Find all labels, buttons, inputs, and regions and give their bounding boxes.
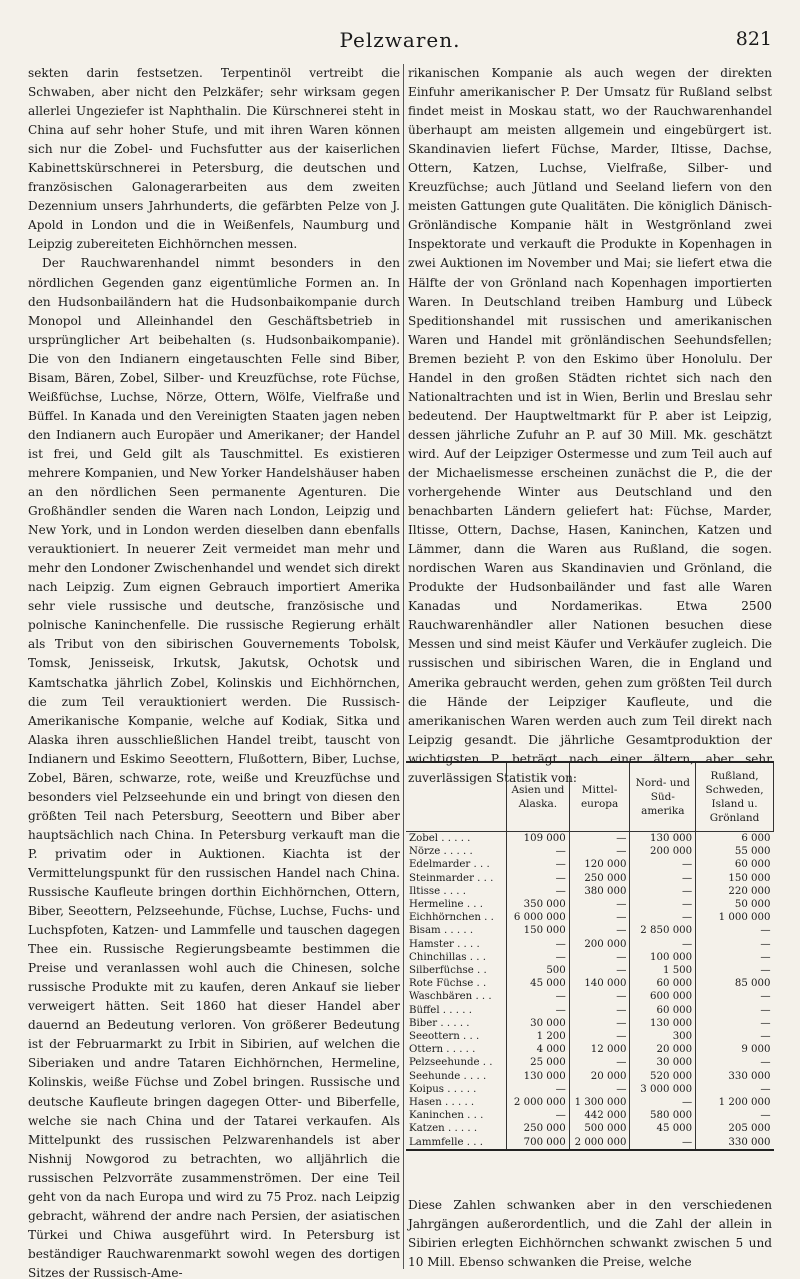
value-cell: — [507, 990, 570, 1003]
page-number: 821 [735, 28, 772, 50]
value-cell: — [696, 1083, 774, 1096]
value-cell: — [507, 1083, 570, 1096]
value-cell: 100 000 [630, 951, 696, 964]
value-cell: 220 000 [696, 885, 774, 898]
table-row [406, 990, 774, 1003]
table-row [406, 898, 774, 911]
value-cell: — [507, 938, 570, 951]
value-cell: — [696, 951, 774, 964]
value-cell: 60 000 [696, 858, 774, 871]
value-cell: 1 500 [630, 964, 696, 977]
value-cell: 50 000 [696, 898, 774, 911]
value-cell: — [569, 1083, 630, 1096]
value-cell: 520 000 [630, 1070, 696, 1083]
value-cell: — [696, 1056, 774, 1069]
value-cell: — [630, 858, 696, 871]
table-row [406, 911, 774, 924]
left-column [28, 64, 400, 1279]
table-row [406, 1004, 774, 1017]
value-cell: 380 000 [569, 885, 630, 898]
value-cell: — [569, 845, 630, 858]
value-cell: 20 000 [630, 1043, 696, 1056]
value-cell: — [630, 938, 696, 951]
table-row [406, 964, 774, 977]
fur-type-cell: Edelmarder . . . [409, 859, 490, 871]
value-cell: 85 000 [696, 977, 774, 990]
value-cell: — [507, 845, 570, 858]
value-cell: 25 000 [507, 1056, 570, 1069]
value-cell: 120 000 [569, 858, 630, 871]
fur-type-cell: Hermeline . . . [409, 899, 484, 911]
value-cell: — [507, 1109, 570, 1122]
fur-type-cell: Steinmarder . . . [409, 872, 494, 884]
value-cell: 3 000 000 [630, 1083, 696, 1096]
value-cell: 330 000 [696, 1136, 774, 1150]
value-cell: 1 300 000 [569, 1096, 630, 1109]
value-cell: 6 000 [696, 832, 774, 846]
table-row [406, 845, 774, 858]
fur-type-cell: Pelzseehunde . . [409, 1057, 493, 1069]
value-cell: 500 000 [569, 1122, 630, 1135]
fur-type-cell: Kaninchen . . . [409, 1110, 484, 1122]
value-cell: 20 000 [569, 1070, 630, 1083]
fur-type-cell: Hasen . . . . . [409, 1097, 475, 1109]
table-row [406, 858, 774, 871]
value-cell: — [569, 832, 630, 846]
value-cell: 442 000 [569, 1109, 630, 1122]
value-cell: — [569, 898, 630, 911]
fur-type-cell: Iltisse . . . . [409, 885, 467, 897]
value-cell: 205 000 [696, 1122, 774, 1135]
value-cell: — [696, 1004, 774, 1017]
value-cell: — [630, 1136, 696, 1150]
value-cell: — [630, 885, 696, 898]
value-cell: 55 000 [696, 845, 774, 858]
value-cell: — [507, 872, 570, 885]
fur-type-cell: Koipus . . . . . [409, 1083, 477, 1095]
value-cell: 1 200 000 [696, 1096, 774, 1109]
value-cell: — [696, 1017, 774, 1030]
value-cell: — [696, 1030, 774, 1043]
table-body [406, 832, 774, 1150]
value-cell: — [507, 1004, 570, 1017]
value-cell: 130 000 [630, 832, 696, 846]
value-cell: 700 000 [507, 1136, 570, 1150]
value-cell: 2 000 000 [569, 1136, 630, 1150]
value-cell: 12 000 [569, 1043, 630, 1056]
value-cell: 130 000 [507, 1070, 570, 1083]
value-cell: 580 000 [630, 1109, 696, 1122]
page-header [0, 28, 800, 54]
header-cell: Asien und Alaska. [507, 762, 570, 832]
table-row [406, 1043, 774, 1056]
value-cell: — [696, 964, 774, 977]
value-cell: — [569, 990, 630, 1003]
table-row [406, 1122, 774, 1135]
value-cell: 250 000 [507, 1122, 570, 1135]
header-cell [406, 762, 507, 832]
fur-type-cell: Zobel . . . . . [409, 833, 471, 844]
value-cell: — [569, 1004, 630, 1017]
fur-type-cell: Chinchillas . . . [409, 951, 486, 963]
value-cell: 9 000 [696, 1043, 774, 1056]
paragraph: sekten darin festsetzen. Terpentinöl vertreibt die Schwaben, aber nicht den Pelzkäfer; sehr wirksam gegen allerlei Ungeziefer ist Naphthalin. Die Kürschnerei steht in China auf sehr hoher Stufe, und mit ihren Waren können sich nur die Zobel- und Fuchsfutter aus der kaiserlichen Kabinettskürschnerei in Petersburg, die deutschen und französischen Galonagerarbeiten aus dem zweiten Dezennium unsers Jahrhunderts, die gefärbten Pelze von J. Apold in London und die in Weißenfels, Naumburg und Leipzig zubereiteten Eichhörnchen messen. [28, 66, 400, 252]
table-row [406, 924, 774, 937]
value-cell: — [569, 1017, 630, 1030]
fur-type-cell: Lammfelle . . . [406, 1136, 507, 1150]
value-cell: 200 000 [569, 938, 630, 951]
value-cell: 60 000 [630, 1004, 696, 1017]
value-cell: 200 000 [630, 845, 696, 858]
fur-type-cell: Seehunde . . . . [409, 1070, 487, 1082]
production-table-wrap [406, 761, 774, 1151]
value-cell: — [569, 1056, 630, 1069]
fur-type-cell: Nörze . . . . . [409, 846, 473, 858]
value-cell: 45 000 [630, 1122, 696, 1135]
table-row [406, 832, 774, 846]
page-title: Pelzwaren. [339, 28, 461, 52]
table-row [406, 1083, 774, 1096]
value-cell: — [569, 924, 630, 937]
value-cell: 140 000 [569, 977, 630, 990]
fur-type-cell: Biber . . . . . [409, 1017, 470, 1029]
table-row [406, 1109, 774, 1122]
value-cell: 350 000 [507, 898, 570, 911]
fur-type-cell: Ottern . . . . . [409, 1044, 476, 1056]
table-row [406, 1070, 774, 1083]
value-cell: — [569, 1030, 630, 1043]
header-cell: Rußland, Schweden, Island u. Grönland [696, 762, 774, 832]
value-cell: 300 [630, 1030, 696, 1043]
column-divider [403, 64, 404, 1269]
fur-type-cell: Katzen . . . . . [409, 1123, 478, 1135]
value-cell: 60 000 [630, 977, 696, 990]
table-row [406, 1017, 774, 1030]
value-cell: — [569, 951, 630, 964]
fur-type-cell: Rote Füchse . . [409, 978, 487, 990]
table-row [406, 1030, 774, 1043]
value-cell: 250 000 [569, 872, 630, 885]
table-row [406, 938, 774, 951]
paragraph: Der Rauchwarenhandel nimmt besonders in den nördlichen Gegenden ganz eigentümliche Formen an. In den Hudsonbailändern hat die Hudsonbaikompanie durch Monopol und Alleinhandel den Geschäftsbetrieb in ursprünglicher Art beibehalten (s. Hudsonbaikompanie). Die von den Indianern eingetauschten Felle sind Biber, Bisam, Bären, Zobel, Silber- und Kreuzfüchse, rote Füchse, Weißfüchse, Luchse, Nörze, Ottern, Wölfe, Vielfraße und Büffel. In Kanada und den Vereinigten Staaten jagen neben den Indianern auch Europäer und Amerikaner; der Handel ist frei, und Geld gilt als Tauschmittel. Es existieren mehrere Kompanien, und New Yorker Handelshäuser haben an den nördlichen Seen permanente Agenturen. Die Großhändler senden die Waren nach London, Leipzig und New York, und in London werden dieselben dann ebenfalls verauktioniert. In neuerer Zeit vermeidet man mehr und mehr den Londoner Zwischenhandel und wendet sich direkt nach Leipzig. Zum eignen Gebrauch importiert Amerika sehr viele russische und deutsche, französische und polnische Kaninchenfelle. Die russische Regierung erhält als Tribut von den sibirischen Gouvernements Tobolsk, Tomsk, Jenisseisk, Irkutsk, Jakutsk, Ochotsk und Kamtschatka jährlich Zobel, Kolinskis und Eichhörnchen, die zum Teil verauktioniert werden. Die Russisch-Amerikanische Kompanie, welche auf Kodiak, Sitka und Alaska ihren ausschließlichen Handel treibt, tauscht von Indianern und Eskimo Seeottern, Flußottern, Biber, Luchse, Zobel, Bären, schwarze, rote, weiße und Kreuzfüchse und besonders viel Pelzseehunde ein und bringt von diesen den größten Teil nach Petersburg, Seeottern und Biber aber hauptsächlich nach China. In Petersburg verkauft man die P. privatim oder in Auktionen. Kiachta ist der Vermittelungspunkt für den russischen Handel nach China. Russische Kaufleute bringen dorthin Eichhörnchen, Ottern, Biber, Seeottern, Pelzseehunde, Füchse, Luchse, Fuchs- und Luchspfoten, Katzen- und Lammfelle und tauschen dagegen Thee ein. Russische Regierungsbeamte bestimmen die Preise und veranlassen wohl auch die Chinesen, solche russische Produkte mit zu kaufen, deren Ankauf sie lieber verweigert hätten. Seit 1860 hat dieser Handel aber dauernd an Bedeutung verloren. Von größerer Bedeutung ist der Februarmarkt zu Irbit in Sibirien, auf welchen die Siberiaken und andre Tataren Eichhörnchen, Hermeline, Kolinskis, weiße Füchse und Zobel bringen. Russische und deutsche Kaufleute bringen dagegen Otter- und Biberfelle, welche sie nach China und der Tatarei verkaufen. Als Mittelpunkt des russischen Pelzwarenhandels ist aber Nishnij Nowgorod zu betrachten, wo alljährlich die russischen Pelzvorräte zusammenströmen. Der eine Teil geht von da nach Europa und wird zu 75 Proz. nach Leipzig gebracht, während der andre nach Persien, der asiatischen Türkei und Chiwa ausgeführt wird. In Petersburg ist beständiger Rauchwarenmarkt sowohl wegen des dortigen Sitzes der Russisch-Ame- [28, 256, 400, 1279]
value-cell: 130 000 [630, 1017, 696, 1030]
value-cell: — [696, 1109, 774, 1122]
value-cell: — [696, 938, 774, 951]
value-cell: — [507, 951, 570, 964]
value-cell: 30 000 [630, 1056, 696, 1069]
value-cell: 150 000 [696, 872, 774, 885]
paragraph-after-table: Diese Zahlen schwanken aber in den verschiedenen Jahrgängen außerordentlich, und die Zahl der allein in Sibirien erlegten Eichhörnchen schwankt zwischen 5 und 10 Mill. Ebenso schwanken die Preise, welche [408, 1198, 772, 1270]
value-cell: 330 000 [696, 1070, 774, 1083]
fur-type-cell: Silberfüchse . . [409, 965, 487, 977]
value-cell: 600 000 [630, 990, 696, 1003]
table-row [406, 885, 774, 898]
value-cell: — [630, 872, 696, 885]
value-cell: — [569, 964, 630, 977]
value-cell: — [696, 924, 774, 937]
value-cell: — [696, 990, 774, 1003]
value-cell: 6 000 000 [507, 911, 570, 924]
production-table [406, 761, 774, 1151]
value-cell: — [630, 1096, 696, 1109]
table-row [406, 872, 774, 885]
value-cell: 150 000 [507, 924, 570, 937]
value-cell: 45 000 [507, 977, 570, 990]
fur-type-cell: Büffel . . . . . [409, 1004, 472, 1016]
value-cell: 30 000 [507, 1017, 570, 1030]
value-cell: — [630, 911, 696, 924]
value-cell: 1 200 [507, 1030, 570, 1043]
fur-type-cell: Waschbären . . . [409, 991, 492, 1003]
table-row [406, 1096, 774, 1109]
value-cell: — [507, 858, 570, 871]
fur-type-cell: Hamster . . . . [409, 938, 480, 950]
fur-type-cell: Seeottern . . . [409, 1031, 480, 1043]
table-row [406, 951, 774, 964]
value-cell: — [630, 898, 696, 911]
value-cell: 4 000 [507, 1043, 570, 1056]
value-cell: 109 000 [507, 832, 570, 846]
fur-type-cell: Eichhörnchen . . [409, 912, 494, 924]
table-row [406, 1056, 774, 1069]
fur-type-cell: Bisam . . . . . [409, 925, 474, 937]
paragraph: rikanischen Kompanie als auch wegen der direkten Einfuhr amerikanischer P. Der Umsatz für Rußland selbst findet meist in Moskau statt, wo der Rauchwarenhandel überhaupt am meisten allgemein und eingebürgert ist. Skandinavien liefert Füchse, Marder, Iltisse, Dachse, Ottern, Katzen, Luchse, Vielfraße, Silber- und Kreuzfüchse; auch Jütland und Seeland liefern von den meisten Gattungen gute Qualitäten. Die königlich Dänisch-Grönländische Kompanie hält in Westgrönland zwei Inspektorate und verkauft die Produkte in Kopenhagen in zwei Auktionen im November und Mai; sie liefert etwa die Hälfte der von Grönland nach Kopenhagen importierten Waren. In Deutschland treiben Hamburg und Lübeck Speditionshandel mit russischen und amerikanischen Waren und Handel mit grönländischen Seehundsfellen; Bremen bezieht P. von den Eskimo über Honolulu. Der Handel in den großen Städten richtet sich nach den Nationaltrachten und ist in Wien, Berlin und Breslau sehr bedeutend. Der Hauptweltmarkt für P. aber ist Leipzig, dessen jährliche Zufuhr an P. auf 30 Mill. Mk. geschätzt wird. Auf der Leipziger Ostermesse und zum Teil auch auf der Michaelismesse erscheinen zunächst die P., die der vorhergehende Winter aus Deutschland und den benachbarten Ländern geliefert hat: Füchse, Marder, Iltisse, Ottern, Dachse, Hasen, Kaninchen, Katzen und Lämmer, dann die Waren aus Rußland, die sogen. nordischen Waren aus Skandinavien und Grönland, die Produkte der Hudsonbailänder und fast alle Waren Kanadas und Nordamerikas. Etwa 2500 Rauchwarenhändler aller Nationen besuchen diese Messen und sind meist Käufer und Verkäufer zugleich. Die russischen und sibirischen Waren, die in England und Amerika gebraucht werden, gehen zum größten Teil durch die Hände der Leipziger Kaufleute, und die amerikanischen Waren werden auch zum Teil direkt nach Leipzig gesandt. Die jährliche Gesamtproduktion der wichtigsten P. beträgt nach einer ältern, aber sehr zuverlässigen Statistik von: [408, 66, 772, 785]
value-cell: 1 000 000 [696, 911, 774, 924]
value-cell: 2 000 000 [507, 1096, 570, 1109]
table-row [406, 1136, 774, 1150]
value-cell: — [569, 911, 630, 924]
header-cell: Nord- und Süd-amerika [630, 762, 696, 832]
table-row [406, 977, 774, 990]
table-header-row [406, 762, 774, 832]
value-cell: 2 850 000 [630, 924, 696, 937]
value-cell: — [507, 885, 570, 898]
header-cell: Mittel-europa [569, 762, 630, 832]
value-cell: 500 [507, 964, 570, 977]
